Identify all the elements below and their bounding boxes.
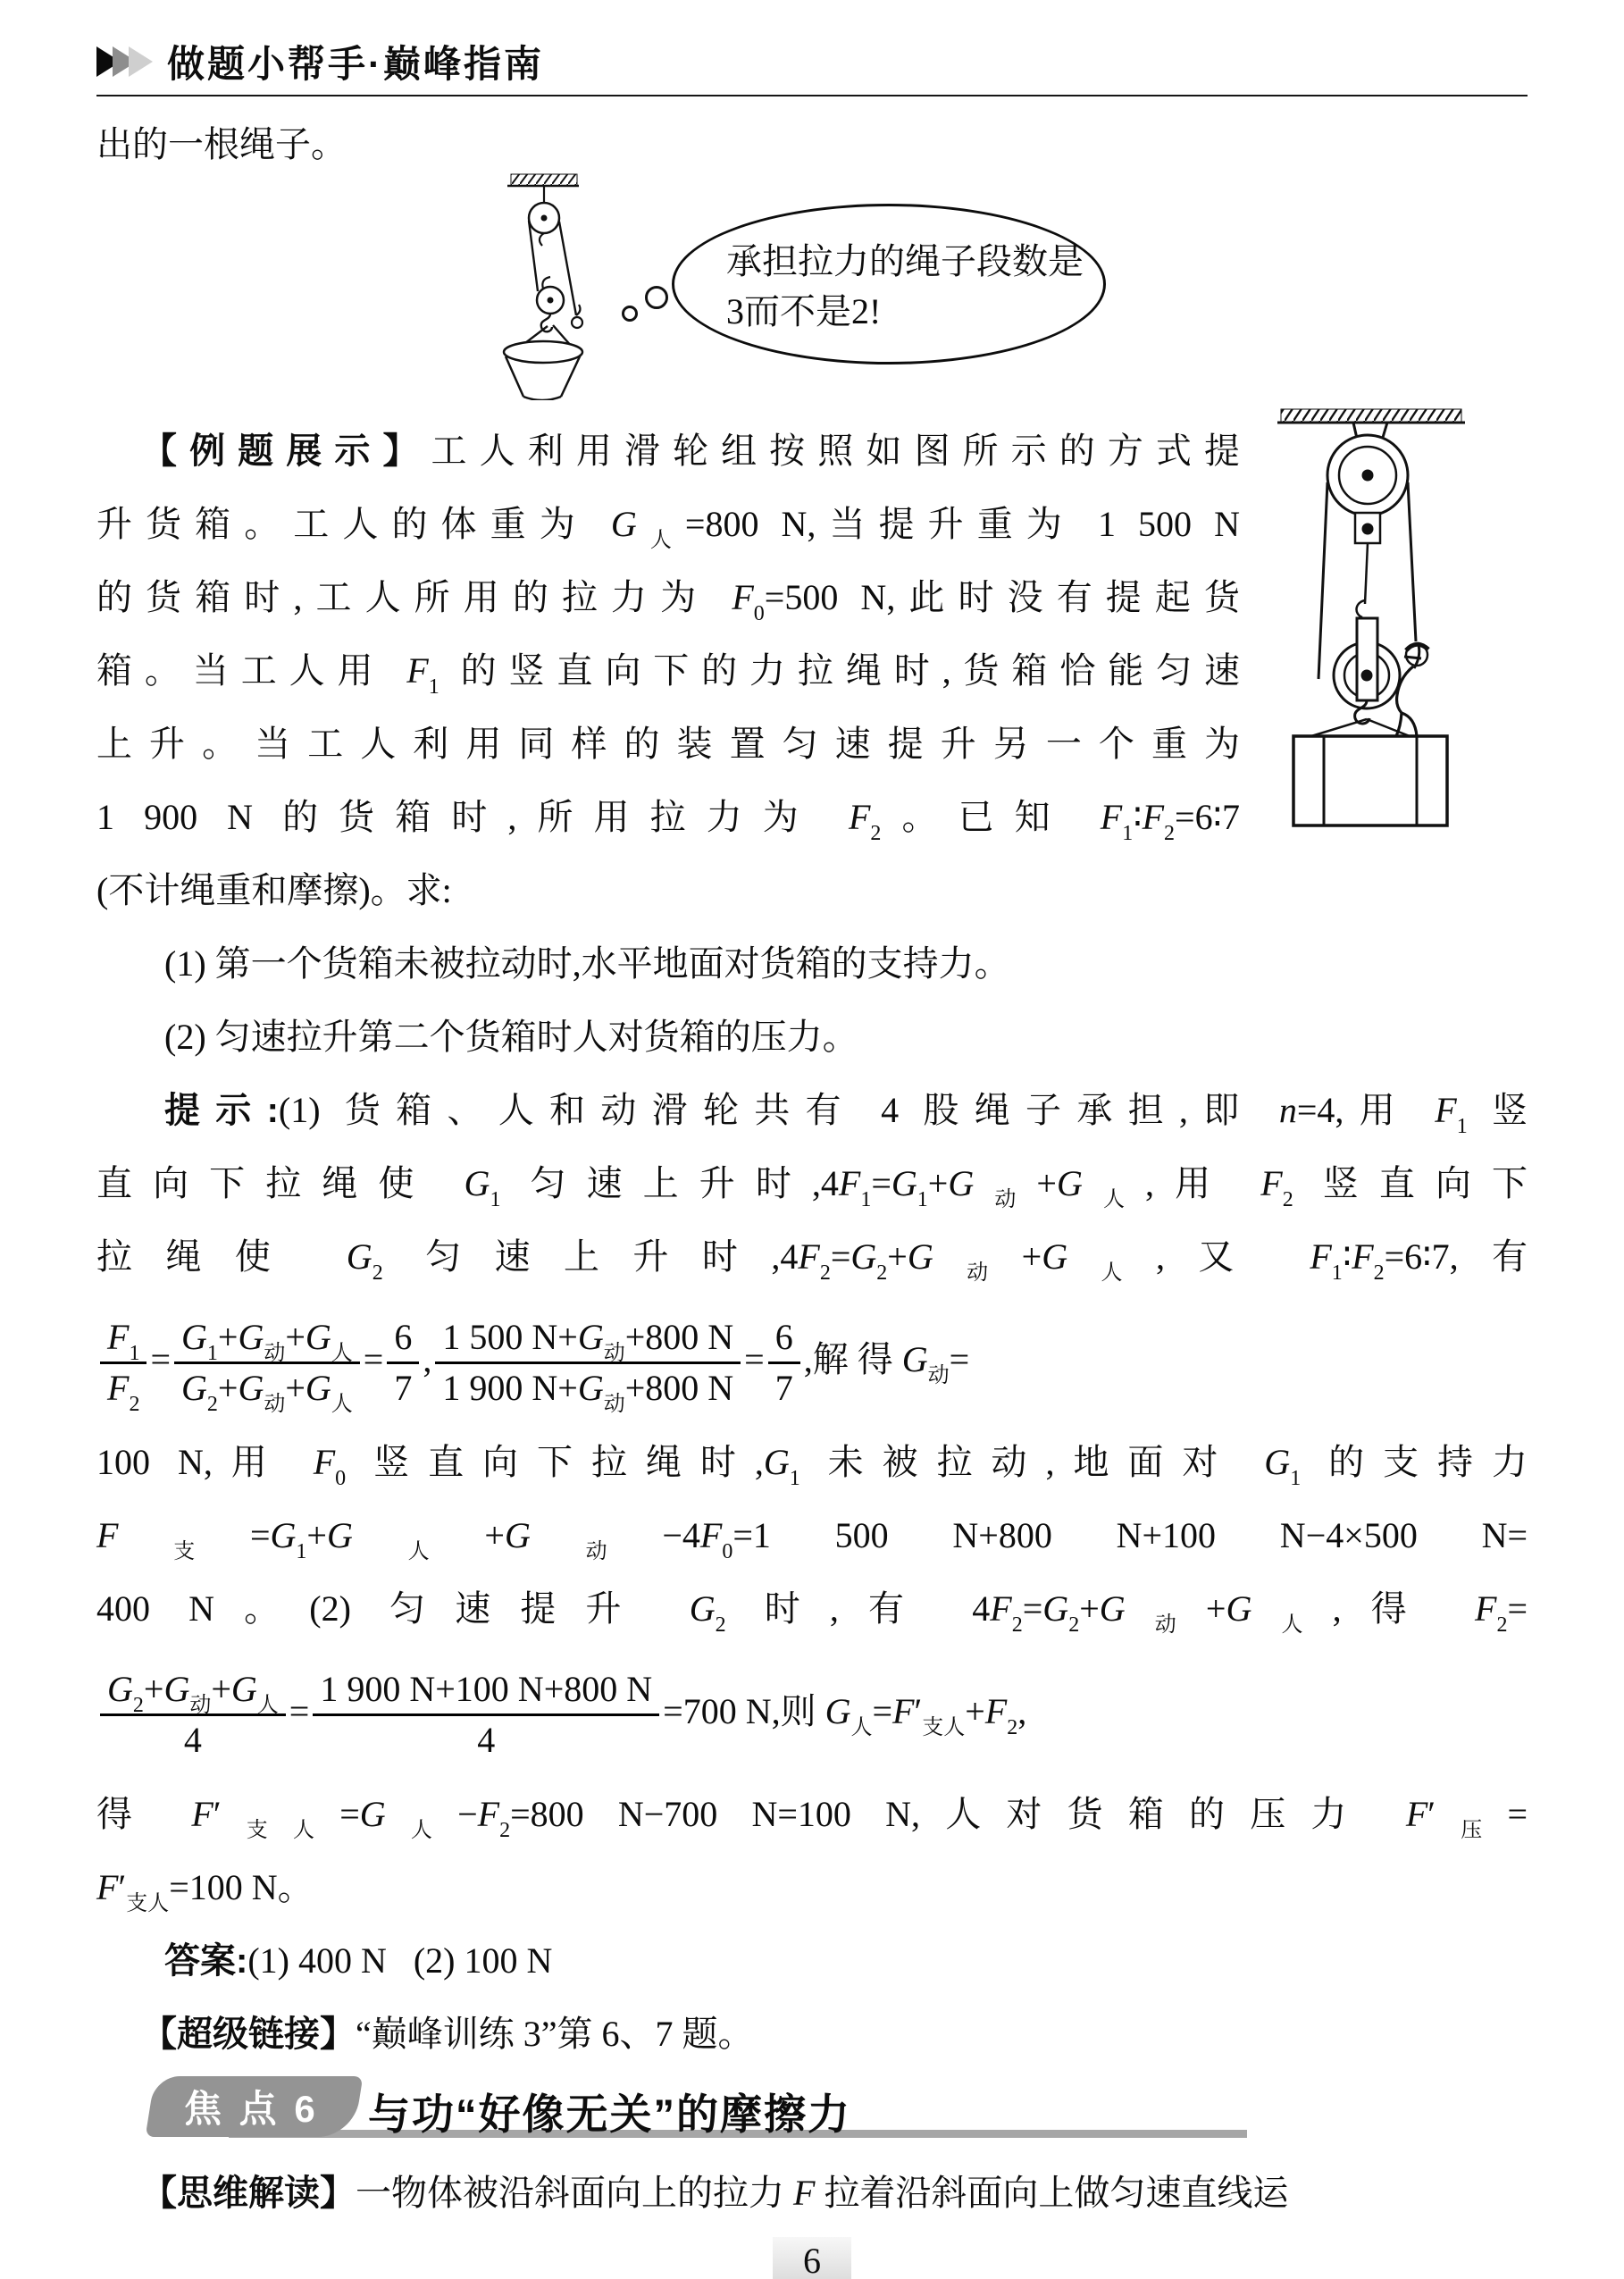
- bubble-text: [674, 206, 1103, 337]
- page-header: [96, 39, 1528, 84]
- arrow-icon: [129, 46, 153, 77]
- thought-dot-icon: [622, 306, 638, 322]
- text-line: 直向下拉绳使 $G_1$ 匀速上升时$,4F_1=G_1+G_动+G_人$,用 $F_2$ 竖直向下: [96, 1163, 1528, 1211]
- small-pulley-diagram: [488, 173, 677, 400]
- superlink-line: 【超级链接】“巅峰训练 3”第 6、7 题。: [141, 2014, 754, 2054]
- text-line: 1 900 N 的货箱时,所用拉力为 $F_2$。已知 $F_1∶F_2=6∶7$: [96, 797, 1241, 845]
- focus-badge: [146, 2076, 363, 2137]
- text-line: 400 N。(2) 匀速提升 $G_2$ 时,有 $4F_2=G_2+G_动+G_人$,得 $F_2=$: [96, 1588, 1528, 1637]
- header-rule: [96, 95, 1528, 96]
- thought-bubble: [672, 204, 1106, 364]
- text-line: $G_2+G_动+G_人$ 4 = $\frac{1 900 N+100 N+800 N}{4}$ =700 N,则 $G_人=F'_{支人}+F_2$,: [96, 1646, 1528, 1778]
- text-line: 100 N,用 $F_0$ 竖直向下拉绳时$,G_1$ 未被拉动,地面对 $G_1$ 的支持力: [96, 1442, 1528, 1490]
- text-line: (不计绳重和摩擦)。求:: [96, 870, 452, 910]
- bubble-line: 3而不是2!: [726, 291, 882, 331]
- text-line: 拉绳使 $G_2$ 匀速上升时$,4F_2=G_2+G_动+G_人$,又 $F_1∶F_2=6∶7$,有: [96, 1236, 1528, 1285]
- page-number: 6: [773, 2237, 851, 2279]
- bubble-line: 承担拉力的绳子段数是: [726, 241, 1084, 281]
- header-title: 做题小帮手·巅峰指南: [167, 43, 544, 85]
- answer-line: 答案:(1) 400 N (2) 100 N: [164, 1940, 553, 1981]
- thinking-line: 【思维解读】一物体被沿斜面向上的拉力 F 拉着沿斜面向上做匀速直线运: [141, 2173, 1289, 2213]
- thought-dot-icon: [645, 286, 668, 309]
- focus-badge-label: 焦 点 6: [184, 2088, 319, 2130]
- text-line: $\frac{F_1}{F_2}$ = $G_1+G_动+G_人$ $G_2+G_动+G_人$ = $\frac{6}{7}$ , 1 500 $N+G_动+800$ N 1 900 $N+G_动+800$ N = $\frac{6}{7}$ ,解 得 $G_动=$: [96, 1294, 1528, 1426]
- text-line: (1) 第一个货箱未被拉动时,水平地面对货箱的支持力。: [164, 943, 1010, 984]
- focus-section-header: [96, 2076, 1528, 2148]
- text-line: 上升。当工人利用同样的装置匀速提升另一个重为: [96, 724, 1240, 764]
- text-line: 升货箱。工人的体重为 $G_人=800$ N,当提升重为 1 500 N: [96, 504, 1241, 552]
- text-line: 得 $F'_{支人}=G_人-F_2=800$ N−700 N=100 N,人对货箱的压力 $F'_压=$: [96, 1794, 1528, 1842]
- triple-arrow-icon: [96, 46, 153, 77]
- intro-line: 出的一根绳子。: [96, 124, 347, 164]
- text-line: 提示:(1) 货箱、人和动滑轮共有 4 股绳子承担,即 n=4,用 $F_1$ 竖: [164, 1090, 1528, 1138]
- sketch-block: [96, 173, 1528, 400]
- text-line: 【例题展示】工人利用滑轮组按照如图所示的方式提: [141, 431, 1241, 471]
- focus-title: 与功“好像无关”的摩擦力: [368, 2090, 851, 2138]
- text-line: $F_支=G_1+G_人+G_动-4F_0=1$ 500 N+800 N+100 N−4×500 N=: [96, 1515, 1528, 1563]
- text-line: 箱。当工人用 $F_1$ 的竖直向下的力拉绳时,货箱恰能匀速: [96, 650, 1241, 699]
- text-line: $F'_{支人}=100$ N。: [96, 1867, 314, 1915]
- text-line: (2) 匀速拉升第二个货箱时人对货箱的压力。: [164, 1017, 858, 1057]
- hint-paragraph: [96, 1074, 1528, 1924]
- text-line: 的货箱时,工人所用的拉力为 $F_0=500$ N,此时没有提起货: [96, 577, 1240, 625]
- main-pulley-figure: [1267, 407, 1476, 834]
